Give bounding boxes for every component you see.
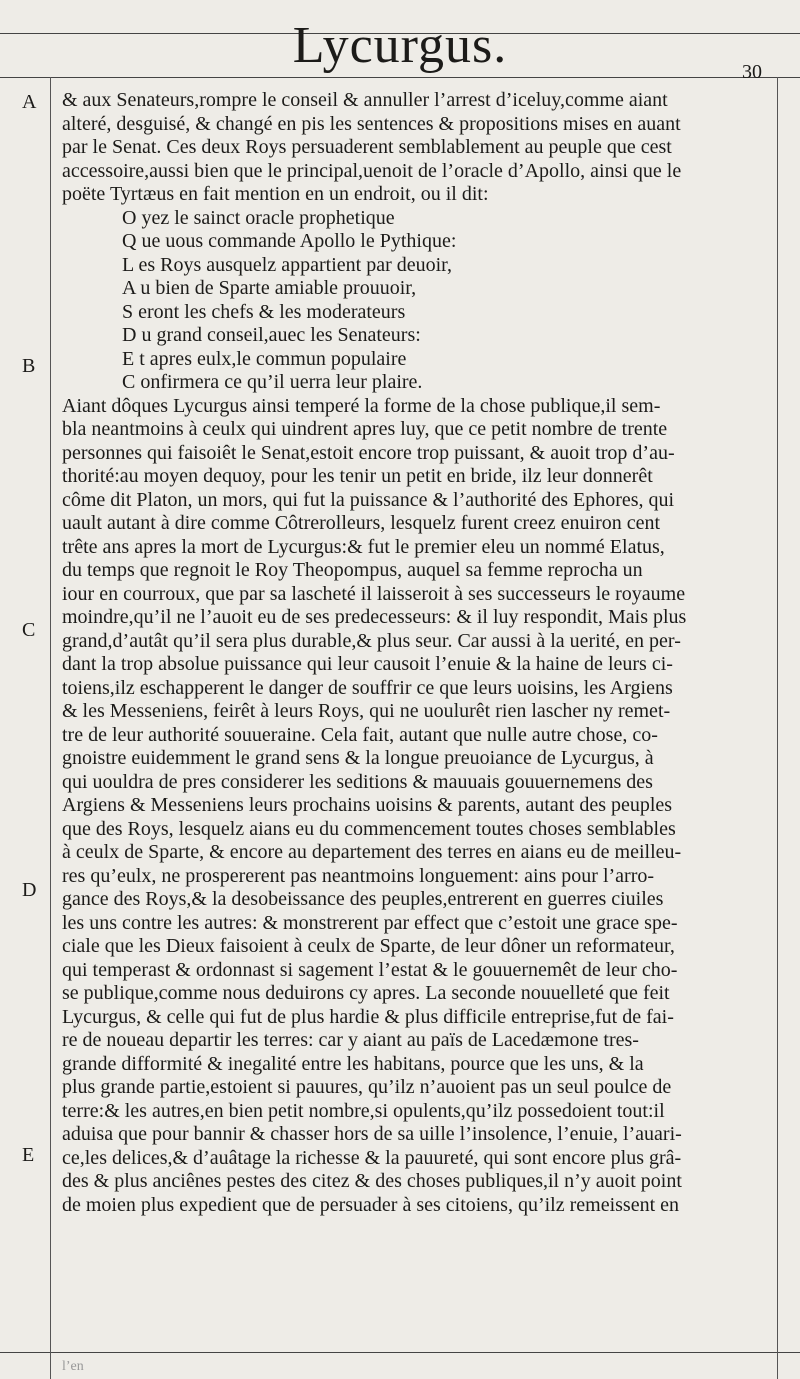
margin-marker-b: B — [22, 355, 36, 377]
text-line: Argiens & Messeniens leurs prochains uoisins & parents, autant des peuples — [62, 794, 673, 816]
body-text — [62, 89, 772, 1217]
text-line: qui temperast & ordonnast si sagement l’estat & le gouuernemêt de leur cho- — [62, 958, 678, 981]
verse-line: S eront les chefs & les moderateurs — [122, 300, 406, 323]
margin-marker-d: D — [22, 879, 37, 901]
text-line: alteré, desguisé, & changé en pis les sentences & propositions mises en auant — [62, 112, 681, 135]
verse-line: Q ue uous commande Apollo le Pythique: — [122, 230, 457, 252]
text-line: terre:& les autres,en bien petit nombre,si opulents,qu’ilz possedoient tout:il — [62, 1099, 665, 1122]
margin-marker-e: E — [22, 1144, 35, 1166]
text-line: à ceulx de Sparte, & encore au departement des terres en aians eu de meilleu- — [62, 841, 682, 863]
catchword: l’en — [62, 1359, 84, 1374]
running-title: Lycurgus. — [292, 17, 508, 74]
verse-line: D u grand conseil,auec les Senateurs: — [122, 324, 421, 346]
text-line: aduisa que pour bannir & chasser hors de sa uille l’insolence, l’enuie, l’auari- — [62, 1123, 682, 1145]
text-line: par le Senat. Ces deux Roys persuaderent semblablement au peuple que cest — [62, 136, 672, 158]
verse-line: E t apres eulx,le commun populaire — [122, 347, 407, 370]
margin-marker-a: A — [22, 91, 37, 113]
text-line: thorité:au moyen dequoy, pour les tenir un petit en bride, ilz leur donnerêt — [62, 465, 653, 487]
folio-number: 30 — [742, 61, 762, 83]
text-line: Lycurgus, & celle qui fut de plus hardie & plus difficile entreprise,fut de fai- — [62, 1005, 674, 1028]
text-line: poëte Tyrtæus en fait mention en un endroit, ou il dit: — [62, 183, 489, 205]
text-line: & les Messeniens, feirêt à leurs Roys, qui ne uoulurêt rien lascher ny remet- — [62, 700, 671, 722]
verse-line: O yez le sainct oracle prophetique — [122, 206, 395, 229]
text-line: plus grande partie,estoient si pauures, qu’ilz n’auoient pas un seul poulce de — [62, 1076, 672, 1098]
margin-rule-right — [777, 77, 778, 1379]
text-line: toiens,ilz eschapperent le danger de souffrir ce que leurs uoisins, les Argiens — [62, 676, 673, 699]
text-line: grande difformité & inegalité entre les habitans, pource que les uns, & la — [62, 1052, 644, 1075]
verse-line: C onfirmera ce qu’il uerra leur plaire. — [122, 371, 423, 393]
margin-rule-left — [50, 77, 51, 1379]
text-line: de moien plus expedient que de persuader à ses citoiens, qu’ilz remeissent en — [62, 1193, 680, 1216]
text-line: gnoistre euidemment le grand sens & la longue preuoiance de Lycurgus, à — [62, 747, 654, 769]
text-line: re de noueau departir les terres: car y aiant au païs de Lacedæmone tres- — [62, 1029, 639, 1051]
text-line: côme dit Platon, un mors, qui fut la puissance & l’authorité des Ephores, qui — [62, 488, 675, 511]
header-rule — [0, 77, 800, 78]
text-line: dant la trop absolue puissance qui leur causoit l’enuie & la haine de leurs ci- — [62, 653, 673, 675]
text-line: & aux Senateurs,rompre le conseil & annuller l’arrest d’iceluy,comme aiant — [62, 89, 668, 111]
margin-marker-c: C — [22, 619, 36, 641]
text-line: moindre,qu’il ne l’auoit eu de ses predecesseurs: & il luy respondit, Mais plus — [62, 606, 687, 628]
bottom-rule — [0, 1352, 800, 1353]
text-line: bla neantmoins à ceulx qui uindrent apres luy, que ce petit nombre de trente — [62, 418, 668, 440]
text-line: grand,d’autât qu’il sera plus durable,& plus seur. Car aussi à la uerité, en per- — [62, 629, 681, 652]
text-line: tre de leur authorité souueraine. Cela fait, autant que nulle autre chose, co- — [62, 723, 658, 746]
text-line: se publique,comme nous deduirons cy apres. La seconde nouuelleté que feit — [62, 982, 670, 1004]
verse-line: L es Roys ausquelz appartient par deuoir, — [122, 253, 453, 276]
text-line: uault autant à dire comme Côtrerolleurs, lesquelz furent creez enuiron cent — [62, 512, 661, 534]
text-line: que des Roys, lesquelz aians eu du commencement toutes choses semblables — [62, 817, 676, 840]
text-line: trête ans apres la mort de Lycurgus:& fut le premier eleu un nommé Elatus, — [62, 535, 665, 558]
text-line: du temps que regnoit le Roy Theopompus, auquel sa femme reprocha un — [62, 559, 643, 581]
text-line: accessoire,aussi bien que le principal,uenoit de l’oracle d’Apollo, ainsi que le — [62, 159, 682, 182]
text-line: gance des Roys,& la desobeissance des peuples,entrerent en guerres ciuiles — [62, 888, 664, 910]
text-line: des & plus anciênes pestes des citez & des choses publiques,il n’y auoit point — [62, 1170, 682, 1192]
text-line: personnes qui faisoiêt le Senat,estoit encore trop puissant, & auoit trop d’au- — [62, 441, 675, 464]
text-line: qui uouldra de pres considerer les seditions & mauuais gouuernemens des — [62, 770, 653, 793]
text-line: Aiant dôques Lycurgus ainsi temperé la forme de la chose publique,il sem- — [62, 394, 661, 417]
text-line: res qu’eulx, ne prospererent pas neantmoins longuement: ains pour l’arro- — [62, 864, 655, 887]
text-line: ciale que les Dieux faisoient à ceulx de Sparte, de leur dôner un reformateur, — [62, 935, 675, 957]
verse-line: A u bien de Sparte amiable prouuoir, — [122, 277, 417, 299]
text-line: ce,les delices,& d’auâtage la richesse & la pauureté, qui sont encore plus grâ- — [62, 1146, 682, 1169]
text-line: iour en courroux, que par sa lascheté il laisseroit à ses successeurs le royaume — [62, 582, 686, 605]
text-line: les uns contre les autres: & monstrerent par effect que c’estoit une grace spe- — [62, 911, 678, 934]
